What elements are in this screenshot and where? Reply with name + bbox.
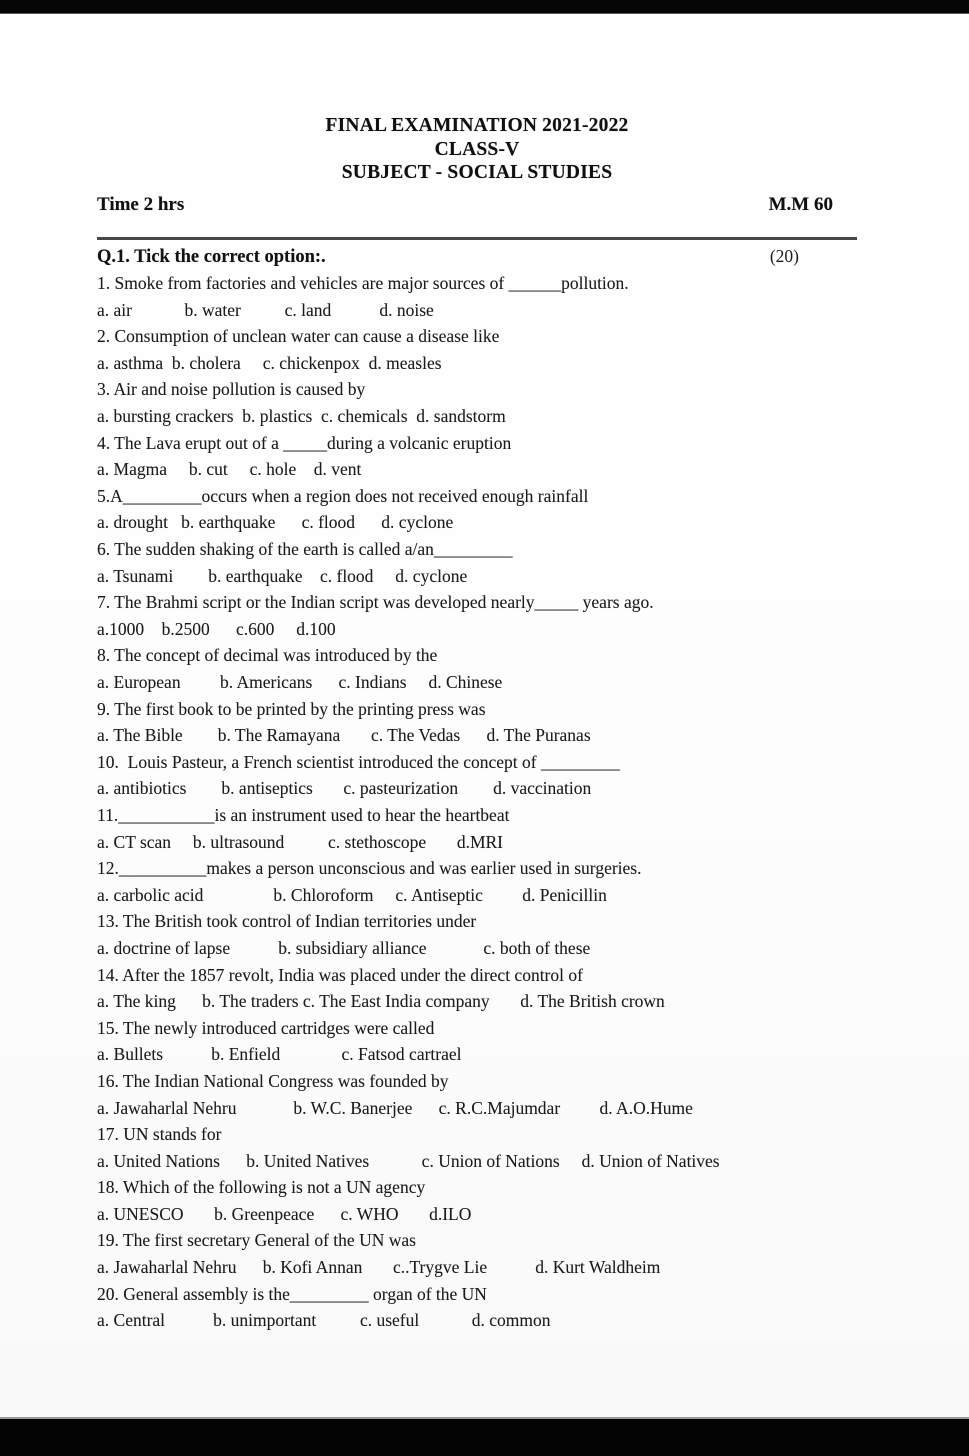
question-block [97, 696, 857, 749]
question-block [97, 1015, 857, 1068]
question-block [97, 802, 857, 855]
question-options: a. Tsunami b. earthquake c. flood d. cyclone [97, 565, 468, 586]
question-block [97, 1227, 857, 1280]
question-options: a. Jawaharlal Nehru b. Kofi Annan c..Trygve Lie d. Kurt Waldheim [97, 1257, 661, 1278]
question-text: 13. The British took control of Indian territories under [97, 911, 477, 932]
exam-title-line-2: CLASS-V [434, 138, 520, 160]
question-block [97, 323, 857, 376]
question-text: 20. General assembly is the_________ organ of the UN [97, 1283, 487, 1304]
question-block [97, 1121, 857, 1174]
question-text: 5.A_________occurs when a region does not received enough rainfall [97, 485, 589, 506]
question-text: 4. The Lava erupt out of a _____during a volcanic eruption [97, 432, 512, 453]
question-text: 16. The Indian National Congress was founded by [97, 1070, 449, 1091]
question-text: 9. The first book to be printed by the printing press was [97, 698, 486, 719]
question-options: a. Jawaharlal Nehru b. W.C. Banerjee c. R.C.Majumdar d. A.O.Hume [97, 1097, 693, 1118]
question-block [97, 962, 857, 1015]
question-text: 12.__________makes a person unconscious and was earlier used in surgeries. [97, 858, 642, 879]
letterbox-bottom [0, 1417, 969, 1456]
question-options: a. UNESCO b. Greenpeace c. WHO d.ILO [97, 1203, 472, 1224]
question-block [97, 270, 857, 323]
question-options: a. asthma b. cholera c. chickenpox d. measles [97, 352, 442, 373]
question-options: a. doctrine of lapse b. subsidiary alliance c. both of these [97, 937, 591, 958]
question-text: 6. The sudden shaking of the earth is called a/an_________ [97, 539, 513, 560]
header-divider [97, 237, 857, 240]
exam-meta-row [97, 194, 857, 216]
question-options: a. bursting crackers b. plastics c. chemicals d. sandstorm [97, 406, 506, 427]
question-block [97, 749, 857, 802]
question-text: 15. The newly introduced cartridges were called [97, 1017, 435, 1038]
question-text: 11.___________is an instrument used to hear the heartbeat [97, 804, 510, 825]
question-options: a. European b. Americans c. Indians d. Chinese [97, 672, 503, 692]
question-block [97, 430, 857, 483]
exam-title-line-1: FINAL EXAMINATION 2021-2022 [325, 115, 629, 136]
question-options: a. Central b. unimportant c. useful d. common [97, 1310, 551, 1331]
question-options: a. carbolic acid b. Chloroform c. Antiseptic d. Penicillin [97, 884, 607, 905]
exam-title-line-3: SUBJECT - SOCIAL STUDIES [341, 162, 613, 183]
question-text: 14. After the 1857 revolt, India was placed under the direct control of [97, 964, 583, 985]
time-allowed: Time 2 hrs [97, 193, 185, 215]
max-marks: M.M 60 [768, 193, 833, 215]
question-block [97, 1068, 857, 1121]
question-block [97, 536, 857, 589]
question-block [97, 589, 857, 642]
letterbox-top [0, 0, 969, 14]
question-options: a. CT scan b. ultrasound c. stethoscope d.MRI [97, 831, 504, 852]
question-options: a. United Nations b. United Natives c. Union of Nations d. Union of Natives [97, 1150, 720, 1171]
question-options: a. drought b. earthquake c. flood d. cyclone [97, 512, 454, 533]
question-block [97, 1281, 857, 1334]
question-options: a. Magma b. cut c. hole d. vent [97, 459, 362, 480]
question-options: a. Bullets b. Enfield c. Fatsod cartrael [97, 1044, 462, 1065]
question-text: 19. The first secretary General of the UN was [97, 1230, 416, 1251]
exam-paper-page [0, 14, 969, 1417]
question-list [97, 270, 857, 1334]
question-text: 8. The concept of decimal was introduced by the [97, 645, 438, 666]
question-options: a. The king b. The traders c. The East India company d. The British crown [97, 991, 665, 1012]
question-text: 3. Air and noise pollution is caused by [97, 379, 366, 400]
question-options: a. air b. water c. land d. noise [97, 299, 434, 320]
question-block [97, 908, 857, 961]
question-text: 17. UN stands for [97, 1124, 222, 1145]
question-text: 10. Louis Pasteur, a French scientist introduced the concept of _________ [97, 751, 620, 772]
question-text: 2. Consumption of unclean water can cause a disease like [97, 326, 500, 347]
question-block [97, 1174, 857, 1227]
question-options: a.1000 b.2500 c.600 d.100 [97, 618, 336, 639]
question-block [97, 483, 857, 536]
question-block [97, 642, 857, 695]
question-block [97, 855, 857, 908]
question-block [97, 376, 857, 429]
section-heading: Q.1. Tick the correct option:. [97, 246, 326, 267]
question-text: 18. Which of the following is not a UN agency [97, 1177, 426, 1198]
question-text: 7. The Brahmi script or the Indian script was developed nearly_____ years ago. [97, 592, 654, 613]
question-options: a. antibiotics b. antiseptics c. pasteurization d. vaccination [97, 778, 592, 799]
question-text: 1. Smoke from factories and vehicles are major sources of ______pollution. [97, 273, 629, 294]
question-options: a. The Bible b. The Ramayana c. The Vedas d. The Puranas [97, 725, 591, 746]
section-row [97, 243, 857, 271]
section-marks: (20) [769, 245, 799, 266]
